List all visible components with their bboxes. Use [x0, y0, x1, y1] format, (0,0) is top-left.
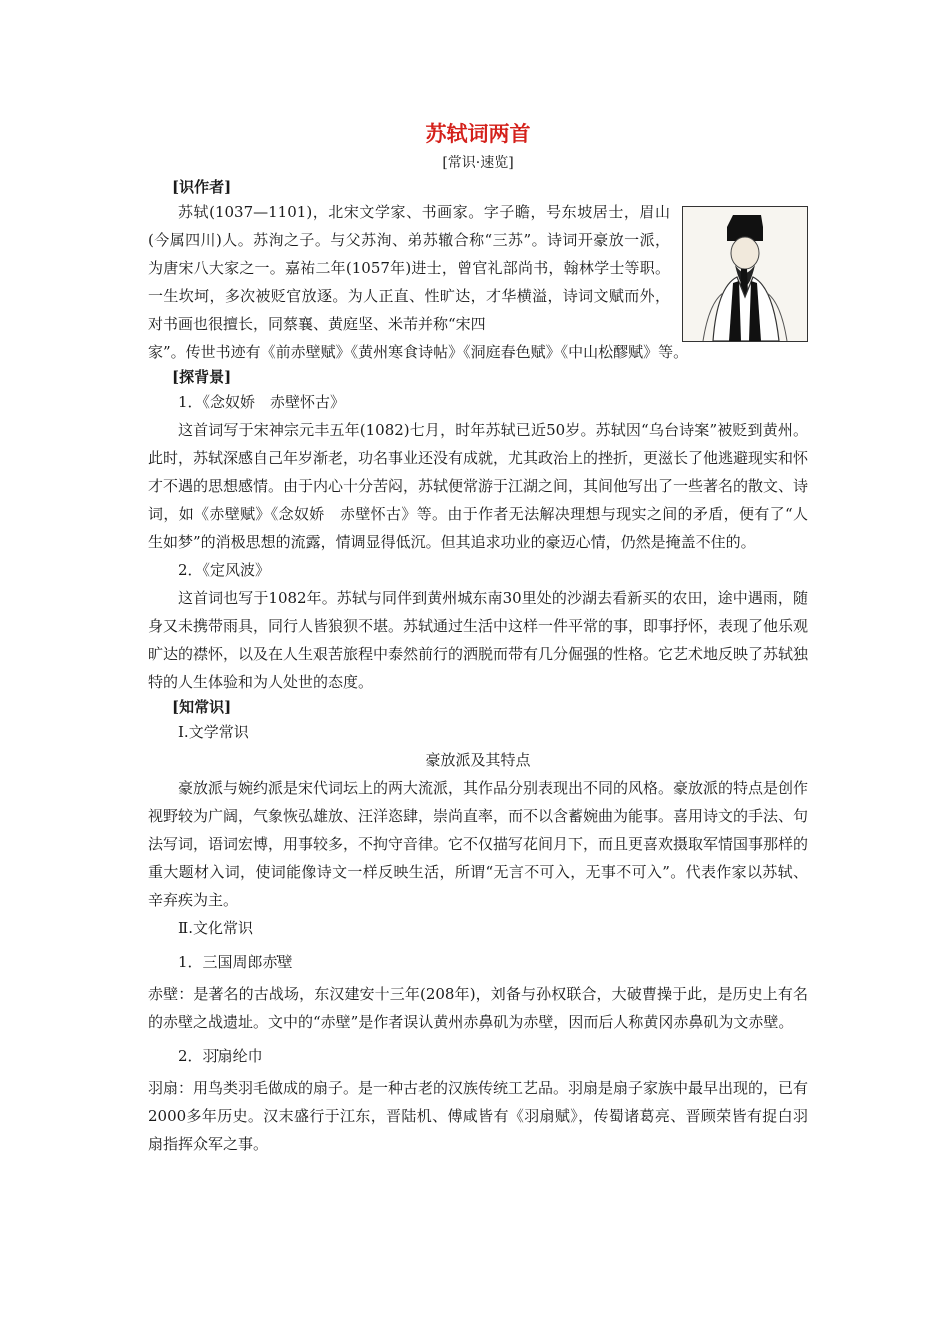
page-subtitle: [常识·速览] — [442, 155, 514, 171]
author-section — [148, 198, 808, 366]
literature-heading: Ⅰ.文学常识 — [178, 723, 249, 741]
author-paragraph: 苏轼(1037—1101)，北宋文学家、书画家。字子瞻，号东坡居士，眉山(今属四川)人。苏洵之子。与父苏洵、弟苏辙合称“三苏”。诗词开豪放一派，为唐宋八大家之一。嘉祐二年(1057年)进士，曾官礼部尚书，翰林学士等职。一生坎坷，多次被贬官放逐。为人正直、性旷达，才华横溢，诗词文赋而外，对书画也很擅长，同蔡襄、黄庭坚、米芾并称“宋四 — [148, 203, 670, 333]
culture-item1-title-pre: 1．三国周郎 — [178, 953, 263, 971]
literature-text: 豪放派与婉约派是宋代词坛上的两大流派，其作品分别表现出不同的风格。豪放派的特点是创作视野较为广阔，气象恢弘雄放、汪洋恣肆，崇尚直率，而不以含蓄婉曲为能事。喜用诗文的手法、句法写词，语词宏博，用事较多，不拘守音律。它不仅描写花间月下，而且更喜欢摄取军情国事那样的重大题材入词，使词能像诗文一样反映生活，所谓“无言不可入，无事不可入”。代表作家以苏轼、辛弃疾为主。 — [148, 779, 809, 909]
culture-item1-title — [178, 948, 808, 976]
culture-item2-title-pre: 2． — [178, 1047, 203, 1065]
culture-item2-title-post: 纶巾 — [232, 1047, 263, 1065]
document-page — [148, 118, 808, 1158]
culture-item2-title-dotted: 羽扇 — [202, 1047, 233, 1065]
page-title: 苏轼词两首 — [425, 121, 531, 146]
culture-item2-text: 羽扇：用鸟类羽毛做成的扇子。是一种古老的汉族传统工艺品。羽扇是扇子家族中最早出现的，已有2000多年历史。汉末盛行于江东，晋陆机、傅咸皆有《羽扇赋》，传蜀诸葛亮、晋顾荣皆有捉白羽扇指挥众军之事。 — [148, 1079, 809, 1153]
su-shi-portrait-icon — [682, 206, 808, 342]
culture-item2-title — [178, 1042, 808, 1070]
culture-item1-title-dotted: 赤壁 — [262, 953, 293, 971]
background-item1-title: 1．《念奴娇 赤壁怀古》 — [178, 393, 346, 411]
background-item1-text: 这首词写于宋神宗元丰五年(1082)七月，时年苏轼已近50岁。苏轼因“乌台诗案”被贬到黄州。此时，苏轼深感自己年岁渐老，功名事业还没有成就，尤其政治上的挫折，更滋长了他逃避现实和怀才不遇的思想感情。由于内心十分苦闷，苏轼便常游于江湖之间，其间他写出了一些著名的散文、诗词，如《赤壁赋》《念奴娇 赤壁怀古》等。由于作者无法解决理想与现实之间的矛盾，便有了“人生如梦”的消极思想的流露，情调显得低沉。但其追求功业的豪迈心情，仍然是掩盖不住的。 — [148, 421, 809, 551]
knowledge-heading: [知常识] — [172, 698, 232, 716]
background-item2-text: 这首词也写于1082年。苏轼与同伴到黄州城东南30里处的沙湖去看新买的农田，途中遇雨，随身又未携带雨具，同行人皆狼狈不堪。苏轼通过生活中这样一件平常的事，即事抒怀，表现了他乐观旷达的襟怀，以及在人生艰苦旅程中泰然前行的洒脱而带有几分倔强的性格。它艺术地反映了苏轼独特的人生体验和为人处世的态度。 — [148, 589, 809, 691]
culture-heading: Ⅱ.文化常识 — [178, 919, 253, 937]
author-heading: [识作者] — [172, 178, 232, 196]
culture-item1-text: 赤壁：是著名的古战场，东汉建安十三年(208年)，刘备与孙权联合，大破曹操于此，是历史上有名的赤壁之战遗址。文中的“赤壁”是作者误认黄州赤鼻矶为赤壁，因而后人称黄冈赤鼻矶为文赤壁。 — [148, 985, 808, 1031]
literature-title: 豪放派及其特点 — [425, 751, 531, 769]
background-item2-title: 2．《定风波》 — [178, 561, 271, 579]
author-paragraph-tail: 家”。传世书迹有《前赤壁赋》《黄州寒食诗帖》《洞庭春色赋》《中山松醪赋》等。 — [148, 343, 689, 361]
background-heading: [探背景] — [172, 368, 232, 386]
